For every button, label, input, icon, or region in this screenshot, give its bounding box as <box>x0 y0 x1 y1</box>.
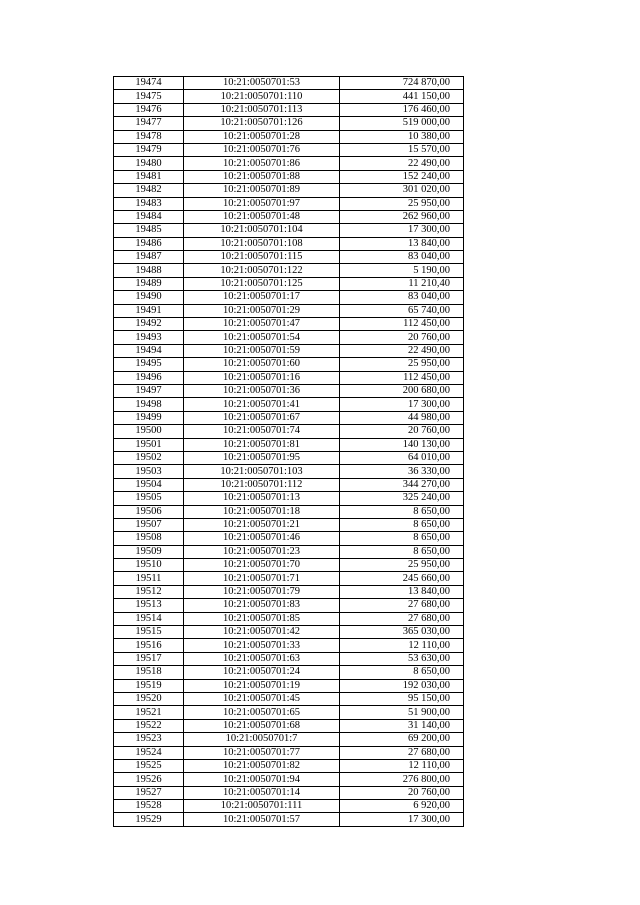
amount-cell: 8 650,00 <box>340 505 464 518</box>
row-number-cell: 19510 <box>114 559 184 572</box>
amount-cell: 112 450,00 <box>340 371 464 384</box>
table-row <box>114 210 464 223</box>
cadastral-number-cell: 10:21:0050701:104 <box>184 224 340 237</box>
table-row <box>114 425 464 438</box>
table-row <box>114 117 464 130</box>
row-number-cell: 19493 <box>114 331 184 344</box>
table-row <box>114 411 464 424</box>
cadastral-number-cell: 10:21:0050701:7 <box>184 733 340 746</box>
amount-cell: 15 570,00 <box>340 143 464 156</box>
amount-cell: 22 490,00 <box>340 157 464 170</box>
table-row <box>114 291 464 304</box>
cadastral-number-cell: 10:21:0050701:16 <box>184 371 340 384</box>
table-row <box>114 706 464 719</box>
row-number-cell: 19505 <box>114 492 184 505</box>
table-row <box>114 532 464 545</box>
amount-cell: 31 140,00 <box>340 719 464 732</box>
amount-cell: 245 660,00 <box>340 572 464 585</box>
table-row <box>114 465 464 478</box>
row-number-cell: 19476 <box>114 103 184 116</box>
row-number-cell: 19482 <box>114 184 184 197</box>
row-number-cell: 19497 <box>114 384 184 397</box>
table-row <box>114 679 464 692</box>
cadastral-number-cell: 10:21:0050701:21 <box>184 518 340 531</box>
cadastral-number-cell: 10:21:0050701:70 <box>184 559 340 572</box>
table-row <box>114 371 464 384</box>
table-row <box>114 518 464 531</box>
row-number-cell: 19487 <box>114 251 184 264</box>
cadastral-number-cell: 10:21:0050701:59 <box>184 344 340 357</box>
amount-cell: 519 000,00 <box>340 117 464 130</box>
amount-cell: 12 110,00 <box>340 759 464 772</box>
table-row <box>114 90 464 103</box>
table-row <box>114 599 464 612</box>
amount-cell: 65 740,00 <box>340 304 464 317</box>
row-number-cell: 19508 <box>114 532 184 545</box>
row-number-cell: 19514 <box>114 612 184 625</box>
row-number-cell: 19492 <box>114 318 184 331</box>
cadastral-number-cell: 10:21:0050701:67 <box>184 411 340 424</box>
row-number-cell: 19511 <box>114 572 184 585</box>
amount-cell: 11 210,40 <box>340 277 464 290</box>
table-row <box>114 384 464 397</box>
table-row <box>114 652 464 665</box>
amount-cell: 83 040,00 <box>340 291 464 304</box>
cadastral-number-cell: 10:21:0050701:113 <box>184 103 340 116</box>
row-number-cell: 19496 <box>114 371 184 384</box>
table-row <box>114 157 464 170</box>
row-number-cell: 19483 <box>114 197 184 210</box>
table-row <box>114 666 464 679</box>
table-row <box>114 103 464 116</box>
table-row <box>114 264 464 277</box>
row-number-cell: 19499 <box>114 411 184 424</box>
amount-cell: 53 630,00 <box>340 652 464 665</box>
table-row <box>114 612 464 625</box>
amount-cell: 27 680,00 <box>340 599 464 612</box>
amount-cell: 112 450,00 <box>340 318 464 331</box>
row-number-cell: 19512 <box>114 585 184 598</box>
row-number-cell: 19503 <box>114 465 184 478</box>
cadastral-number-cell: 10:21:0050701:54 <box>184 331 340 344</box>
table-row <box>114 585 464 598</box>
table-row <box>114 170 464 183</box>
cadastral-number-cell: 10:21:0050701:74 <box>184 425 340 438</box>
cadastral-number-cell: 10:21:0050701:46 <box>184 532 340 545</box>
cadastral-number-cell: 10:21:0050701:57 <box>184 813 340 826</box>
cadastral-number-cell: 10:21:0050701:110 <box>184 90 340 103</box>
row-number-cell: 19489 <box>114 277 184 290</box>
table-row <box>114 224 464 237</box>
amount-cell: 8 650,00 <box>340 666 464 679</box>
row-number-cell: 19501 <box>114 438 184 451</box>
cadastral-number-cell: 10:21:0050701:23 <box>184 545 340 558</box>
amount-cell: 6 920,00 <box>340 800 464 813</box>
cadastral-number-cell: 10:21:0050701:94 <box>184 773 340 786</box>
cadastral-number-cell: 10:21:0050701:42 <box>184 626 340 639</box>
cadastral-number-cell: 10:21:0050701:71 <box>184 572 340 585</box>
amount-cell: 27 680,00 <box>340 746 464 759</box>
table-row <box>114 692 464 705</box>
row-number-cell: 19495 <box>114 358 184 371</box>
table-row <box>114 143 464 156</box>
cadastral-number-cell: 10:21:0050701:17 <box>184 291 340 304</box>
cadastral-number-cell: 10:21:0050701:68 <box>184 719 340 732</box>
row-number-cell: 19478 <box>114 130 184 143</box>
table-row <box>114 344 464 357</box>
amount-cell: 152 240,00 <box>340 170 464 183</box>
cadastral-number-cell: 10:21:0050701:19 <box>184 679 340 692</box>
amount-cell: 22 490,00 <box>340 344 464 357</box>
amount-cell: 441 150,00 <box>340 90 464 103</box>
amount-cell: 276 800,00 <box>340 773 464 786</box>
amount-cell: 8 650,00 <box>340 518 464 531</box>
cadastral-number-cell: 10:21:0050701:33 <box>184 639 340 652</box>
table-row <box>114 184 464 197</box>
cadastral-number-cell: 10:21:0050701:13 <box>184 492 340 505</box>
row-number-cell: 19480 <box>114 157 184 170</box>
cadastral-number-cell: 10:21:0050701:28 <box>184 130 340 143</box>
row-number-cell: 19521 <box>114 706 184 719</box>
amount-cell: 724 870,00 <box>340 77 464 90</box>
cadastral-number-cell: 10:21:0050701:18 <box>184 505 340 518</box>
row-number-cell: 19509 <box>114 545 184 558</box>
amount-cell: 69 200,00 <box>340 733 464 746</box>
row-number-cell: 19502 <box>114 451 184 464</box>
amount-cell: 344 270,00 <box>340 478 464 491</box>
row-number-cell: 19525 <box>114 759 184 772</box>
amount-cell: 25 950,00 <box>340 559 464 572</box>
table-row <box>114 800 464 813</box>
table-row <box>114 773 464 786</box>
table-row <box>114 572 464 585</box>
cadastral-number-cell: 10:21:0050701:83 <box>184 599 340 612</box>
row-number-cell: 19488 <box>114 264 184 277</box>
table-row <box>114 813 464 826</box>
amount-cell: 83 040,00 <box>340 251 464 264</box>
row-number-cell: 19513 <box>114 599 184 612</box>
cadastral-number-cell: 10:21:0050701:76 <box>184 143 340 156</box>
cadastral-number-cell: 10:21:0050701:14 <box>184 786 340 799</box>
cadastral-number-cell: 10:21:0050701:86 <box>184 157 340 170</box>
row-number-cell: 19520 <box>114 692 184 705</box>
table-row <box>114 197 464 210</box>
amount-cell: 13 840,00 <box>340 585 464 598</box>
row-number-cell: 19474 <box>114 77 184 90</box>
row-number-cell: 19515 <box>114 626 184 639</box>
row-number-cell: 19518 <box>114 666 184 679</box>
amount-cell: 51 900,00 <box>340 706 464 719</box>
row-number-cell: 19500 <box>114 425 184 438</box>
cadastral-number-cell: 10:21:0050701:85 <box>184 612 340 625</box>
row-number-cell: 19517 <box>114 652 184 665</box>
amount-cell: 20 760,00 <box>340 331 464 344</box>
table-row <box>114 505 464 518</box>
row-number-cell: 19490 <box>114 291 184 304</box>
table-body <box>114 77 464 827</box>
amount-cell: 12 110,00 <box>340 639 464 652</box>
table-row <box>114 719 464 732</box>
amount-cell: 8 650,00 <box>340 532 464 545</box>
amount-cell: 44 980,00 <box>340 411 464 424</box>
cadastral-number-cell: 10:21:0050701:53 <box>184 77 340 90</box>
row-number-cell: 19506 <box>114 505 184 518</box>
cadastral-number-cell: 10:21:0050701:103 <box>184 465 340 478</box>
row-number-cell: 19484 <box>114 210 184 223</box>
amount-cell: 20 760,00 <box>340 786 464 799</box>
table-row <box>114 559 464 572</box>
table-row <box>114 492 464 505</box>
cadastral-number-cell: 10:21:0050701:112 <box>184 478 340 491</box>
amount-cell: 5 190,00 <box>340 264 464 277</box>
table-row <box>114 277 464 290</box>
row-number-cell: 19516 <box>114 639 184 652</box>
row-number-cell: 19524 <box>114 746 184 759</box>
table-row <box>114 398 464 411</box>
row-number-cell: 19491 <box>114 304 184 317</box>
cadastral-number-cell: 10:21:0050701:48 <box>184 210 340 223</box>
cadastral-value-table <box>113 76 464 827</box>
amount-cell: 140 130,00 <box>340 438 464 451</box>
amount-cell: 27 680,00 <box>340 612 464 625</box>
table-row <box>114 733 464 746</box>
row-number-cell: 19479 <box>114 143 184 156</box>
cadastral-number-cell: 10:21:0050701:111 <box>184 800 340 813</box>
cadastral-number-cell: 10:21:0050701:125 <box>184 277 340 290</box>
amount-cell: 17 300,00 <box>340 398 464 411</box>
table-row <box>114 626 464 639</box>
cadastral-number-cell: 10:21:0050701:60 <box>184 358 340 371</box>
cadastral-number-cell: 10:21:0050701:45 <box>184 692 340 705</box>
cadastral-number-cell: 10:21:0050701:63 <box>184 652 340 665</box>
cadastral-number-cell: 10:21:0050701:41 <box>184 398 340 411</box>
table-row <box>114 545 464 558</box>
amount-cell: 95 150,00 <box>340 692 464 705</box>
amount-cell: 64 010,00 <box>340 451 464 464</box>
amount-cell: 200 680,00 <box>340 384 464 397</box>
amount-cell: 176 460,00 <box>340 103 464 116</box>
amount-cell: 20 760,00 <box>340 425 464 438</box>
table-row <box>114 318 464 331</box>
cadastral-number-cell: 10:21:0050701:81 <box>184 438 340 451</box>
row-number-cell: 19507 <box>114 518 184 531</box>
cadastral-number-cell: 10:21:0050701:95 <box>184 451 340 464</box>
cadastral-number-cell: 10:21:0050701:29 <box>184 304 340 317</box>
amount-cell: 36 330,00 <box>340 465 464 478</box>
row-number-cell: 19494 <box>114 344 184 357</box>
cadastral-number-cell: 10:21:0050701:97 <box>184 197 340 210</box>
row-number-cell: 19477 <box>114 117 184 130</box>
amount-cell: 10 380,00 <box>340 130 464 143</box>
amount-cell: 365 030,00 <box>340 626 464 639</box>
table-row <box>114 786 464 799</box>
table-row <box>114 130 464 143</box>
table-row <box>114 478 464 491</box>
cadastral-number-cell: 10:21:0050701:126 <box>184 117 340 130</box>
amount-cell: 17 300,00 <box>340 224 464 237</box>
cadastral-number-cell: 10:21:0050701:88 <box>184 170 340 183</box>
row-number-cell: 19527 <box>114 786 184 799</box>
row-number-cell: 19522 <box>114 719 184 732</box>
row-number-cell: 19519 <box>114 679 184 692</box>
table-row <box>114 304 464 317</box>
amount-cell: 262 960,00 <box>340 210 464 223</box>
cadastral-number-cell: 10:21:0050701:108 <box>184 237 340 250</box>
table-row <box>114 639 464 652</box>
row-number-cell: 19529 <box>114 813 184 826</box>
cadastral-number-cell: 10:21:0050701:82 <box>184 759 340 772</box>
row-number-cell: 19498 <box>114 398 184 411</box>
table-row <box>114 331 464 344</box>
amount-cell: 25 950,00 <box>340 358 464 371</box>
row-number-cell: 19523 <box>114 733 184 746</box>
row-number-cell: 19528 <box>114 800 184 813</box>
row-number-cell: 19504 <box>114 478 184 491</box>
row-number-cell: 19475 <box>114 90 184 103</box>
amount-cell: 325 240,00 <box>340 492 464 505</box>
table-row <box>114 251 464 264</box>
cadastral-number-cell: 10:21:0050701:79 <box>184 585 340 598</box>
amount-cell: 192 030,00 <box>340 679 464 692</box>
table-row <box>114 451 464 464</box>
row-number-cell: 19486 <box>114 237 184 250</box>
amount-cell: 8 650,00 <box>340 545 464 558</box>
amount-cell: 301 020,00 <box>340 184 464 197</box>
cadastral-number-cell: 10:21:0050701:77 <box>184 746 340 759</box>
table-row <box>114 438 464 451</box>
table-row <box>114 237 464 250</box>
cadastral-number-cell: 10:21:0050701:24 <box>184 666 340 679</box>
cadastral-number-cell: 10:21:0050701:122 <box>184 264 340 277</box>
row-number-cell: 19526 <box>114 773 184 786</box>
amount-cell: 13 840,00 <box>340 237 464 250</box>
cadastral-number-cell: 10:21:0050701:47 <box>184 318 340 331</box>
table-row <box>114 77 464 90</box>
row-number-cell: 19485 <box>114 224 184 237</box>
amount-cell: 17 300,00 <box>340 813 464 826</box>
cadastral-number-cell: 10:21:0050701:89 <box>184 184 340 197</box>
cadastral-number-cell: 10:21:0050701:36 <box>184 384 340 397</box>
table-row <box>114 746 464 759</box>
cadastral-number-cell: 10:21:0050701:65 <box>184 706 340 719</box>
row-number-cell: 19481 <box>114 170 184 183</box>
table-row <box>114 358 464 371</box>
cadastral-number-cell: 10:21:0050701:115 <box>184 251 340 264</box>
amount-cell: 25 950,00 <box>340 197 464 210</box>
table-row <box>114 759 464 772</box>
